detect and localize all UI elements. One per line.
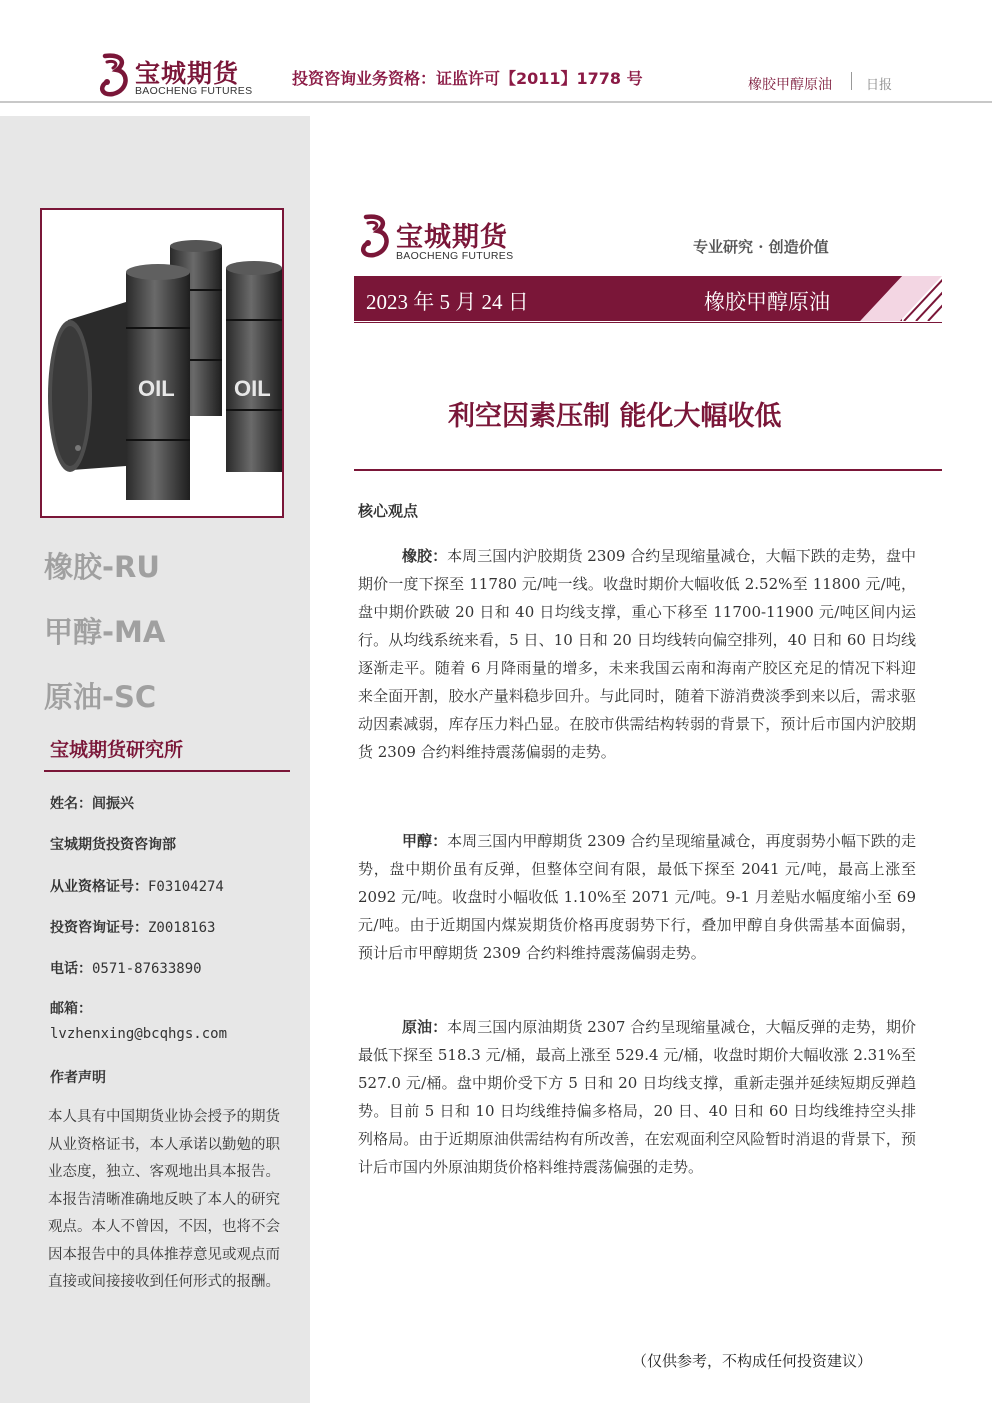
oil-barrels-illustration: [42, 210, 282, 516]
main-logo-english: BAOCHENG FUTURES: [396, 250, 514, 262]
rubber-text: 本周三国内沪胶期货 2309 合约呈现缩量减仓，大幅下跌的走势，盘中期价一度下探至 11780 元/吨一线。收盘时期价大幅收低 2.52%至 11800 元/吨，盘中期价跌破 20 日和 40 日均线支撑，重心下移至 11700-11900 元/吨区间内运行。从均线系统来看，5 日、10 日和 20 日均线转向偏空排列，40 日和 60 日均线逐渐走平。随着 6 月降雨量的增多，未来我国云南和海南产胶区充足的情况下料迎来全面开割，胶水产量料稳步回升。与此同时，随着下游消费淡季到来以后，需求驱动因素减弱，库存压力料凸显。在胶市供需结构转弱的背景下，预计后市国内沪胶期货 2309 合约料维持震荡偏弱的走势。: [358, 547, 916, 761]
product-crude: 原油-SC: [44, 680, 157, 714]
email-address[interactable]: lvzhenxing@bcqhgs.com: [50, 1026, 228, 1042]
report-title: 利空因素压制 能化大幅收低: [448, 401, 782, 432]
crude-text: 本周三国内原油期货 2307 合约呈现缩量减仓，大幅反弹的走势，期价最低下探至 518.3 元/桶，最高上涨至 529.4 元/桶，收盘时期价大幅收涨 2.31%至 527.0 元/桶。盘中期价受下方 5 日和 20 日均线支撑，重新走强并延续短期反弹趋势。目前 5 日和 10 日均线维持偏多格局，20 日、40 日和 60 日均线维持空头排列格局。由于近期原油供需结构有所改善，在宏观面利空风险暂时消退的背景下，预计后市国内外原油期货价格料维持震荡偏强的走势。: [358, 1018, 916, 1176]
consult-label: 投资咨询证号：: [50, 920, 148, 936]
report-category: 橡胶甲醇原油: [748, 77, 832, 93]
main-logo-chinese: 宝城期货: [396, 222, 508, 253]
statement-heading: 作者声明: [50, 1070, 106, 1086]
title-rule: [354, 469, 942, 471]
logo-chinese: 宝城期货: [135, 59, 240, 88]
qualification-row: [50, 876, 224, 896]
slogan: 专业研究 · 创造价值: [693, 238, 829, 256]
crude-label: 原油：: [402, 1018, 448, 1036]
rubber-label: 橡胶：: [402, 547, 448, 565]
crude-paragraph: [358, 1013, 916, 1181]
qualification-number: F03104274: [148, 879, 224, 895]
license-text: 投资咨询业务资格：证监许可【2011】1778 号: [292, 69, 643, 88]
header-logo: [95, 52, 255, 100]
main-logo: [356, 213, 526, 263]
author-statement: 本人具有中国期货业协会授予的期货从业资格证书，本人承诺以勤勉的职业态度，独立、客观地出具本报告。本报告清晰准确地反映了本人的研究观点。本人不曾因，不因，也将不会因本报告中的具体推荐意见或观点而直接或间接接收到任何形式的报酬。: [48, 1109, 280, 1290]
banner-underline: [354, 322, 942, 323]
phone-label: 电话：: [50, 961, 92, 977]
phone-number: 0571-87633890: [92, 961, 202, 977]
banner-stripes: [860, 276, 942, 321]
header-rule: [0, 101, 992, 103]
product-methanol: 甲醇-MA: [44, 615, 166, 649]
brand-mark-icon: [95, 52, 133, 98]
brand-mark-icon-large: [356, 213, 394, 259]
institute-name: 宝城期货研究所: [50, 739, 184, 761]
barrel-label-center: OIL: [138, 376, 175, 401]
barrel-label-right: OIL: [234, 376, 271, 401]
methanol-label: 甲醇：: [402, 832, 448, 850]
sidebar-divider: [44, 770, 290, 772]
report-type: 日报: [866, 78, 893, 93]
methanol-text: 本周三国内甲醇期货 2309 合约呈现缩量减仓，再度弱势小幅下跌的走势，盘中期价虽有反弹，但整体空间有限，最低下探至 2041 元/吨，最高上涨至 2092 元/吨。收盘时小幅收低 1.10%至 2071 元/吨。9-1 月差贴水幅度缩小至 69 元/吨。由于近期国内煤炭期货价格再度弱势下行，叠加甲醇自身供需基本面偏弱，预计后市甲醇期货 2309 合约料维持震荡偏弱走势。: [358, 832, 916, 962]
consult-row: [50, 917, 215, 937]
report-date: 2023 年 5 月 24 日: [366, 290, 529, 314]
oil-barrels-image: [40, 208, 284, 518]
core-view-heading: 核心观点: [358, 502, 419, 520]
email-label: 邮箱：: [50, 1001, 92, 1017]
qualification-label: 从业资格证号：: [50, 879, 148, 895]
header-separator: [851, 72, 852, 90]
logo-english: BAOCHENG FUTURES: [135, 85, 253, 97]
analyst-name: 姓名：闾振兴: [50, 796, 134, 812]
consult-number: Z0018163: [148, 920, 216, 936]
banner-topic: 橡胶甲醇原油: [704, 290, 830, 314]
phone-row: [50, 958, 202, 978]
disclaimer: （仅供参考，不构成任何投资建议）: [632, 1352, 873, 1370]
rubber-paragraph: [358, 542, 916, 766]
methanol-paragraph: [358, 827, 916, 967]
product-rubber: 橡胶-RU: [44, 550, 160, 584]
department: 宝城期货投资咨询部: [50, 837, 176, 853]
